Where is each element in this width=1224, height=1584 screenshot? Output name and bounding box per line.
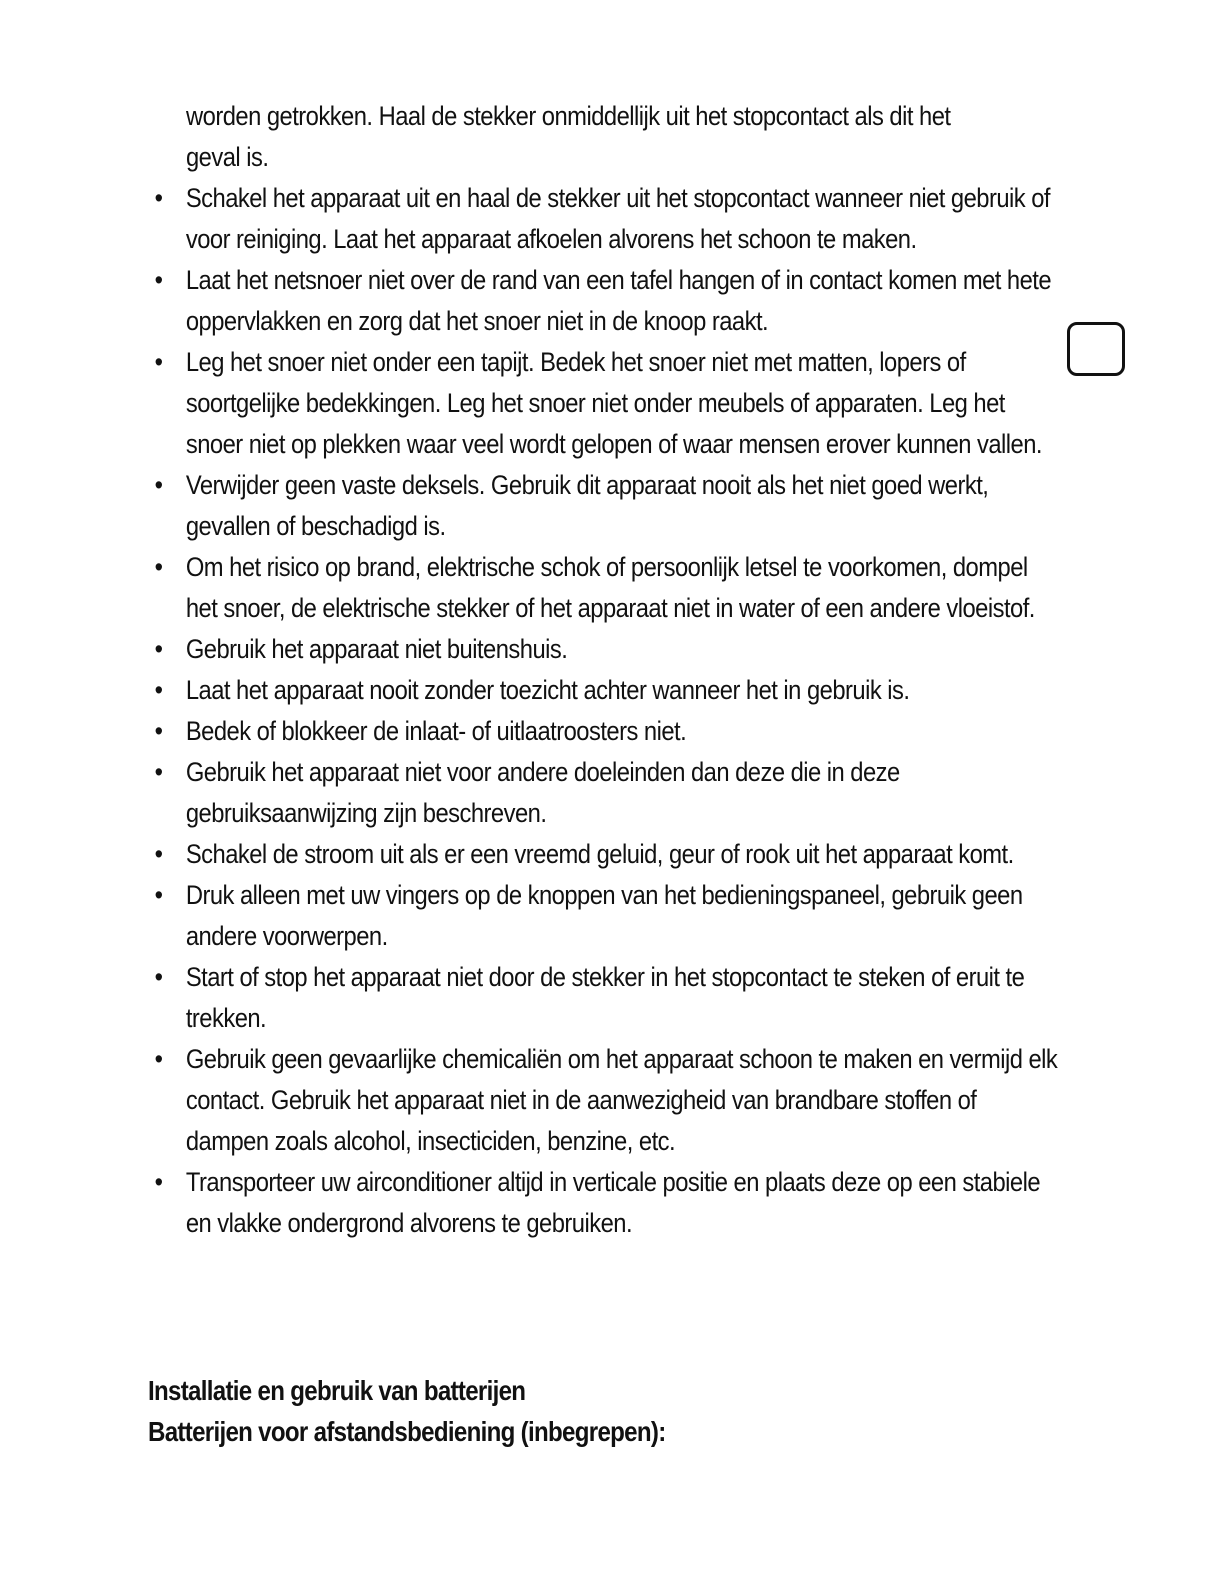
list-item-text: Gebruik het apparaat niet voor andere doeleinden dan deze die in deze gebruiksaanwijzing zijn beschreven.: [185, 757, 900, 828]
list-item-text: Bedek of blokkeer de inlaat- of uitlaatroosters niet.: [185, 716, 687, 746]
bullet-icon: •: [154, 962, 163, 992]
list-item-text: Start of stop het apparaat niet door de stekker in het stopcontact te steken of eruit te trekken.: [185, 962, 1025, 1033]
list-item-text: Laat het apparaat nooit zonder toezicht achter wanneer het in gebruik is.: [185, 675, 910, 705]
bullet-icon: •: [154, 1044, 163, 1074]
list-item: [148, 260, 1063, 342]
list-item-text: Verwijder geen vaste deksels. Gebruik dit apparaat nooit als het niet goed werkt, gevallen of beschadigd is.: [185, 470, 989, 541]
list-item: [148, 875, 1063, 957]
list-item-text: Leg het snoer niet onder een tapijt. Bedek het snoer niet met matten, lopers of soortgelijke bedekkingen. Leg het snoer niet onder meubels of apparaten. Leg het snoer niet op plekken waar veel wordt gelopen of waar mensen erover kunnen vallen.: [185, 347, 1043, 459]
bullet-icon: •: [154, 716, 163, 746]
list-item: [148, 834, 1063, 875]
continuation-paragraph: worden getrokken. Haal de stekker onmiddellijk uit het stopcontact als dit het geval is.: [186, 101, 951, 172]
list-item: [148, 342, 1063, 465]
list-item-text: Druk alleen met uw vingers op de knoppen van het bedieningspaneel, gebruik geen andere voorwerpen.: [185, 880, 1023, 951]
bullet-icon: •: [154, 470, 163, 500]
list-item: [148, 547, 1063, 629]
list-item-text: Transporteer uw airconditioner altijd in verticale positie en plaats deze op een stabiele en vlakke ondergrond alvorens te gebruiken.: [185, 1167, 1041, 1238]
bullet-icon: •: [154, 757, 163, 787]
list-item: [148, 957, 1063, 1039]
bullet-icon: •: [154, 880, 163, 910]
bullet-icon: •: [154, 634, 163, 664]
list-item: [148, 711, 1063, 752]
list-item: [148, 629, 1063, 670]
safety-instructions-list: [148, 178, 1063, 1244]
list-item-text: Schakel de stroom uit als er een vreemd geluid, geur of rook uit het apparaat komt.: [185, 839, 1014, 869]
section-heading: Installatie en gebruik van batterijen: [148, 1375, 526, 1406]
list-item-text: Om het risico op brand, elektrische schok of persoonlijk letsel te voorkomen, dompel het snoer, de elektrische stekker of het apparaat niet in water of een andere vloeistof.: [185, 552, 1035, 623]
list-item-text: Gebruik het apparaat niet buitenshuis.: [185, 634, 568, 664]
list-item-text: Laat het netsnoer niet over de rand van een tafel hangen of in contact komen met hete oppervlakken en zorg dat het snoer niet in de knoop raakt.: [185, 265, 1052, 336]
bullet-icon: •: [154, 552, 163, 582]
list-item-text: Gebruik geen gevaarlijke chemicaliën om het apparaat schoon te maken en vermijd elk contact. Gebruik het apparaat niet in de aanwezigheid van brandbare stoffen of dampen zoals alcohol, insecticiden, benzine, etc.: [185, 1044, 1058, 1156]
list-item-text: Schakel het apparaat uit en haal de stekker uit het stopcontact wanneer niet gebruik of voor reiniging. Laat het apparaat afkoelen alvorens het schoon te maken.: [185, 183, 1050, 254]
bullet-icon: •: [154, 347, 163, 377]
bullet-icon: •: [154, 839, 163, 869]
page-tab-marker: [1067, 322, 1125, 376]
bullet-icon: •: [154, 675, 163, 705]
bullet-icon: •: [154, 1167, 163, 1197]
list-item: [148, 1039, 1063, 1162]
subsection-heading: Batterijen voor afstandsbediening (inbegrepen):: [148, 1416, 666, 1447]
list-item: [148, 1162, 1063, 1244]
list-item: [148, 670, 1063, 711]
list-item: [148, 752, 1063, 834]
bullet-icon: •: [154, 265, 163, 295]
list-item: [148, 465, 1063, 547]
bullet-icon: •: [154, 183, 163, 213]
list-item: [148, 178, 1063, 260]
